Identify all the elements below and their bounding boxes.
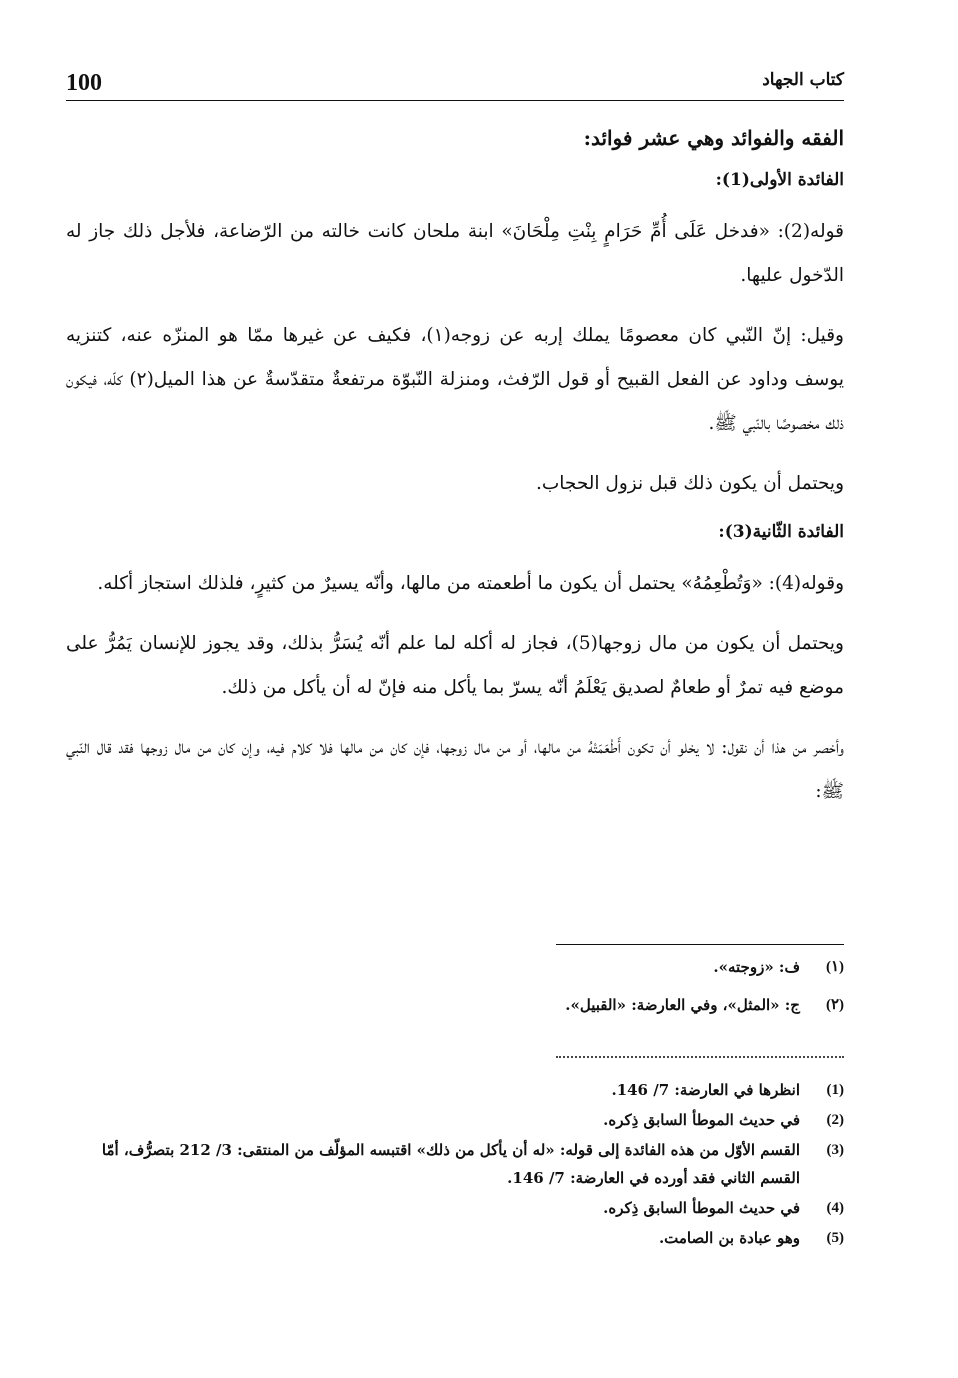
footnote-text: وهو عبادة بن الصامت. (658, 1229, 800, 1247)
footnote-divider (556, 944, 844, 945)
first-benefit-heading: الفائدة الأولى(1): (715, 170, 844, 190)
footnote-text: انظرها في العارضة: 7/ 146. (611, 1081, 800, 1099)
manuscript-footnotes (66, 956, 844, 1032)
footnote (66, 1136, 844, 1192)
section-title: الفقه والفوائد وهي عشر فوائد: (583, 126, 844, 150)
footnote-number: (4) (826, 1200, 844, 1216)
paragraph-6: وأخصر من هذا أن نقول: لا يخلو أن تكون أَطْعَمَتْهُ من مالها، أو من مال زوجها، فإن كان من مالها فلا كلام فيه، وإن كان من مال زوجها فقد قال النّبي ﷺ: (66, 737, 844, 802)
main-text (66, 126, 844, 830)
footnote-text: في حديث الموطأ السابق ذِكره. (603, 1111, 800, 1129)
footnote-text: ج: «المثل»، وفي العارضة: «القبيل». (565, 996, 800, 1014)
editor-footnotes (66, 1076, 844, 1254)
second-benefit-heading: الفائدة الثّانية(3): (718, 522, 844, 542)
footnote (66, 956, 844, 978)
dotted-separator (556, 1056, 844, 1058)
footnote-text: ف: «زوجته». (713, 958, 800, 976)
paragraph-1: قوله(2): «فدخل عَلَى أُمِّ حَرَامٍ بِنْتِ مِلْحَانَ» ابنة ملحان كانت خالته من الرّضاعة، فلأجل ذلك جاز له الدّخول عليها. (66, 221, 844, 286)
footnote-number: (5) (826, 1230, 844, 1246)
footnote-number: (١) (825, 959, 844, 975)
footnote (66, 1106, 844, 1134)
footnote-number: (1) (826, 1082, 844, 1098)
footnote (66, 994, 844, 1016)
paragraph-3: ويحتمل أن يكون ذلك قبل نزول الحجاب. (535, 473, 844, 494)
footnote-number: (3) (826, 1142, 844, 1158)
running-title: كتاب الجهاد (762, 70, 844, 90)
footnote (66, 1224, 844, 1252)
page-number: 100 (66, 70, 102, 96)
paragraph-4: وقوله(4): «وَتُطْعِمُهُ» يحتمل أن يكون ما أطعمته من مالها، وأنّه يسيرٌ من كثيرٍ، فلذلك استجاز أكله. (97, 573, 844, 594)
page-header (66, 68, 844, 101)
footnote-number: (2) (826, 1112, 844, 1128)
footnote-text: في حديث الموطأ السابق ذِكره. (603, 1199, 800, 1217)
footnote-text: القسم الأوّل من هذه الفائدة إلى قوله: «له أن يأكل من ذلك» اقتبسه المؤلّف من المنتقى: 3/ 212 بتصرُّف، أمّا القسم الثاني فقد أورده في العارضة: 7/ 146. (101, 1141, 800, 1187)
paragraph-5: ويحتمل أن يكون من مال زوجها(5)، فجاز له أكله لما علم أنّه يُسَرُّ بذلك، وقد يجوز للإنسان يَمُرُّ على موضع فيه تمرٌ أو طعامٌ لصديق يَعْلَمُ أنّه يسرّ بما يأكل منه فإنّ له أن يأكل من ذلك. (66, 633, 844, 698)
paragraph-2: وقيل: إنّ النّبي كان معصومًا يملك إربه عن زوجه(١)، فكيف عن غيرها ممّا هو المنزّه عنه، كتنزيه يوسف وداود عن الفعل القبيح أو قول الرّفث، ومنزلة النّبوّة مرتفعةٌ متقدّسةٌ عن هذا الميل(٢) كلّه، فيكون ذلك مخصوصًا بالنّبي ﷺ. (66, 325, 844, 434)
footnote-number: (٢) (825, 997, 844, 1013)
footnote (66, 1076, 844, 1104)
footnote (66, 1194, 844, 1222)
